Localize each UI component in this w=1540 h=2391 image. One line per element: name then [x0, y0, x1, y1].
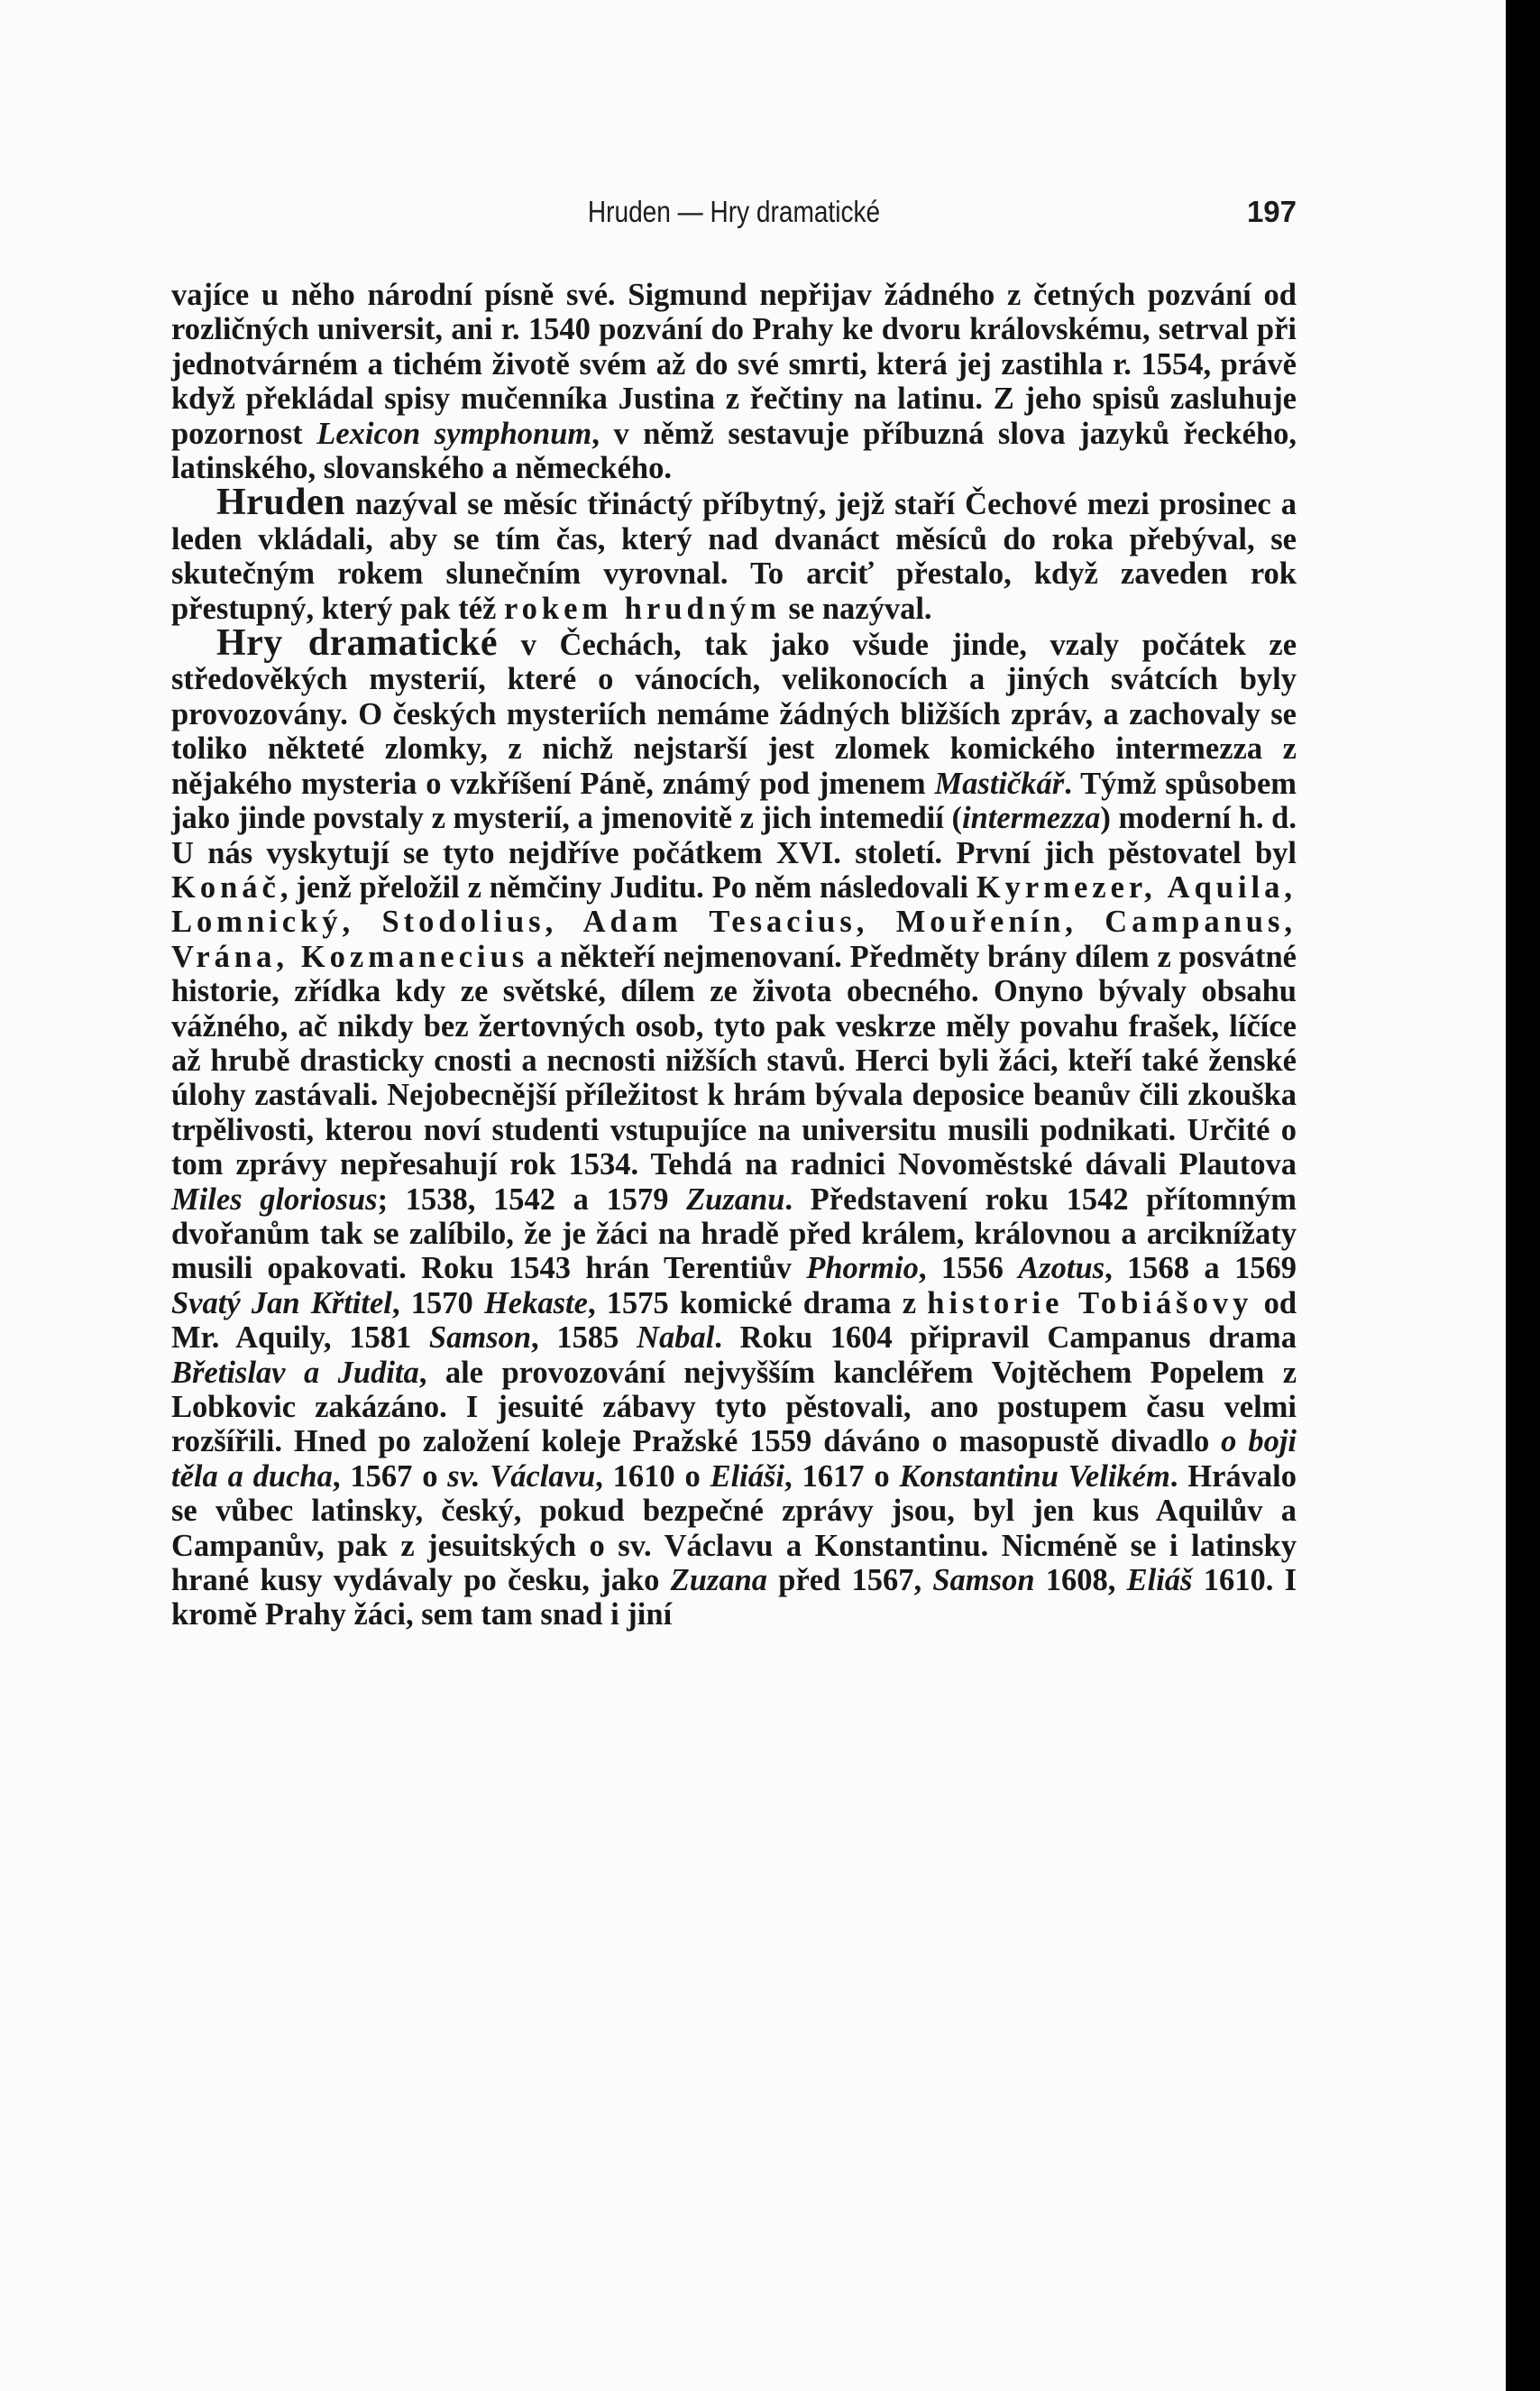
- text-run: . Představení roku 1542 přítomným dvořanům tak se zalíbilo, že je žáci na hradě před králem, královnou a arciknížaty musili opakovati. Roku 1543 hrán Terentiův: [171, 1182, 1297, 1286]
- italic-title: Konstantinu Velikém: [899, 1458, 1170, 1494]
- text-run: . Týmž spůsobem jako jinde povstaly z mysterií, a jmenovitě z jich intemedií (: [171, 766, 1297, 836]
- paragraph-sigmund-continuation: [171, 278, 1297, 485]
- text-run: před 1567,: [767, 1563, 933, 1598]
- italic-title: Zuzanu: [686, 1182, 785, 1217]
- text-run: a někteří nejmenovaní. Předměty brány dílem z posvátné historie, zřídka kdy ze světské, dílem ze života obecného. Onyno bývaly obsahu vážného, ač nikdy bez žertovných osob, tyto pak veskrze měly povahu frašek, líčíce až hrubě drasticky cnosti a necnosti nižších stavů. Herci byli žáci, kteří také ženské úlohy zastávali. Nejobecnější příležitost k hrám bývala deposice beanův čili zkouška trpělivosti, kterou noví studenti vstupujíce na universitu musili podnikati. Určité o tom zprávy nepřesahují rok 1534. Tehdá na radnici Novoměstské dávali Plautova: [171, 939, 1297, 1182]
- italic-title: intermezza: [962, 801, 1101, 836]
- text-run: , 1575 komické drama z: [587, 1285, 928, 1320]
- text-run: v Čechách, tak jako všude jinde, vzaly počátek ze středověkých mysterií, které o vánocích, velikonocích a jiných svátcích byly provozovány. O českých mysteriích nemáme žádných bližších zpráv, a zachovaly se toliko někteté zlomky, z nichž nejstarší jest zlomek komického intermezza z nějakého mysteria o vzkříšení Páně, známý pod jmenem: [171, 628, 1297, 801]
- body-text: [171, 278, 1297, 1632]
- italic-title: Samson: [428, 1320, 532, 1356]
- text-run: 1608,: [1034, 1563, 1127, 1598]
- italic-title: o boji těla a ducha: [171, 1424, 1297, 1494]
- italic-title: Eliáš: [1126, 1563, 1193, 1598]
- spaced-names: Kyrmezer, Aquila, Lomnický, Stodolius, Adam Tesacius, Mouřenín, Campanus, Vrána, Kozmanecius: [171, 869, 1297, 974]
- italic-title: Nabal: [637, 1320, 715, 1356]
- text-run: se nazýval.: [780, 591, 932, 626]
- text-run: . Hrávalo se vůbec latinsky, český, pokud bezpečné zprávy jsou, byl jen kus Aquilův a Campanův, pak z jesuitských o sv. Václavu a Konstantinu. Nicméně se i latinsky hrané kusy vydávaly po česku, jako: [171, 1458, 1297, 1598]
- text-run: , 1585: [531, 1320, 637, 1356]
- running-header: [171, 195, 1297, 240]
- text-run: 1610. I kromě Prahy žáci, sem tam snad i jiní: [171, 1563, 1297, 1632]
- running-title: Hruden — Hry dramatické: [587, 195, 881, 228]
- text-run: ; 1538, 1542 a 1579: [377, 1182, 687, 1217]
- italic-title: Lexicon symphonum: [316, 416, 592, 451]
- entry-hry-dramaticke: [171, 622, 1297, 1632]
- entry-heading: Hruden: [216, 482, 346, 524]
- entry-hruden: [171, 482, 1297, 626]
- text-run: , v němž sestavuje příbuzná slova jazyků řeckého, latinského, slovanského a německého.: [171, 416, 1297, 486]
- entry-heading: Hry dramatické: [216, 622, 499, 665]
- text-run: vajíce u něho národní písně své. Sigmund nepřijav žádného z četných pozvání od rozličných universit, ani r. 1540 pozvání do Prahy ke dvoru královskému, setrval při jednotvárném a tichém životě svém až do své smrti, která jej zastihla r. 1554, právě když překládal spisy mučenníka Justina z řečtiny na latinu. Z jeho spisů zasluhuje pozornost: [171, 278, 1297, 451]
- text-run: , 1570: [391, 1285, 484, 1320]
- text-run: od Mr. Aquily, 1581: [171, 1285, 1297, 1356]
- text-run: ) moderní h. d. U nás vyskytují se tyto nejdříve počátkem XVI. století. První jich pěstovatel byl: [171, 801, 1297, 870]
- italic-title: Samson: [932, 1563, 1035, 1598]
- italic-title: Miles gloriosus: [171, 1182, 378, 1217]
- text-run: , 1568 a 1569: [1105, 1251, 1297, 1286]
- italic-title: Svatý Jan Křtitel: [171, 1285, 392, 1320]
- italic-title: sv. Václavu: [447, 1458, 596, 1494]
- scan-border: [1506, 0, 1540, 2391]
- text-run: , 1617 o: [784, 1458, 900, 1494]
- page-number: 197: [1246, 195, 1297, 228]
- spaced-term: rokem hrudným: [503, 591, 781, 626]
- text-run: nazýval se měsíc třináctý příbytný, jejž staří Čechové mezi prosinec a leden vkládali, aby se tím čas, který nad dvanáct měsíců do roka přebýval, se skutečným rokem slunečním vyrovnal. To arciť přestalo, když zaveden rok přestupný, který pak též: [171, 487, 1297, 626]
- italic-title: Hekaste: [483, 1285, 588, 1320]
- text-run: , jenž přeložil z němčiny Juditu. Po něm následovali: [280, 869, 976, 905]
- text-run: . Roku 1604 připravil Campanus drama: [714, 1320, 1297, 1356]
- text-run: , 1556: [918, 1251, 1019, 1286]
- italic-title: Eliáši: [710, 1458, 785, 1494]
- spaced-title: historie Tobiášovy: [927, 1285, 1253, 1320]
- spaced-name: Konáč: [171, 869, 280, 905]
- text-run: , ale provozování nejvyšším kancléřem Vojtěchem Popelem z Lobkovic zakázáno. I jesuité zábavy tyto pěstovali, ano postupem času velmi rozšířili. Hned po založení koleje Pražské 1559 dáváno o masopustě divadlo: [171, 1355, 1297, 1459]
- italic-title: Břetislav a Judita: [171, 1355, 419, 1390]
- italic-title: Phormio: [806, 1251, 919, 1286]
- italic-title: Azotus: [1018, 1251, 1105, 1286]
- text-run: , 1567 o: [332, 1458, 448, 1494]
- text-run: , 1610 o: [595, 1458, 710, 1494]
- italic-title: Mastičkář: [934, 766, 1065, 801]
- italic-title: Zuzana: [670, 1563, 768, 1598]
